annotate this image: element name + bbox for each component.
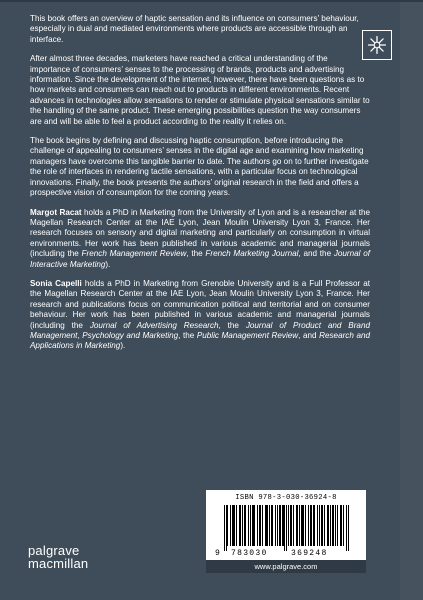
- bio-text: , the: [178, 330, 197, 340]
- barcode-bar: [319, 505, 320, 546]
- barcode-bar: [324, 505, 325, 546]
- publisher-url: www.palgrave.com: [206, 560, 366, 573]
- bio-text: ).: [105, 259, 111, 269]
- bio-text: holds a PhD in Marketing from the University of Lyon and is a researcher at the Magellan Research Center at the IAE Lyon, Jean Moulin University Lyon 3, France. Her research focuses on sensory and digital marketing and particularly on consumption in virtual environments. Her work has been published in various academic and managerial journals (including the: [30, 207, 370, 259]
- journal-title: Journal of Product and Brand Management: [30, 320, 370, 340]
- barcode-guard-bar: [284, 505, 285, 551]
- barcode-bar: [302, 505, 303, 546]
- barcode-bar: [296, 505, 297, 546]
- bio-text: , the: [218, 320, 246, 330]
- barcode-bar: [321, 505, 322, 546]
- journal-title: Research and Applications in Marketing: [30, 330, 370, 351]
- barcode-bar: [343, 505, 344, 546]
- barcode-bar: [305, 505, 306, 546]
- palgrave-macmillan-logo: [28, 544, 88, 570]
- barcode-bar: [308, 505, 309, 546]
- barcode-bar: [233, 505, 234, 546]
- bio-text: ).: [120, 341, 126, 351]
- author-bio-capelli: [30, 279, 370, 352]
- bio-text: ,: [77, 330, 83, 340]
- spine-edge: [400, 0, 423, 600]
- barcode-bar: [252, 505, 253, 546]
- barcode-icon: [212, 505, 358, 557]
- barcode-bar: [275, 505, 276, 546]
- barcode-bar: [239, 505, 240, 546]
- author-name: Margot Racat: [30, 207, 82, 217]
- barcode-bar: [335, 505, 336, 546]
- barcode-bar: [265, 505, 266, 546]
- barcode-bar: [288, 505, 289, 546]
- journal-title: Journal of Interactive Marketing: [30, 249, 370, 269]
- barcode-bar: [230, 505, 231, 546]
- barcode-bar: [299, 505, 300, 546]
- barcode-bar: [242, 505, 243, 546]
- barcode-left-digits: 783030: [231, 549, 268, 557]
- barcode-bar: [297, 505, 298, 546]
- barcode-guard-bar: [286, 505, 287, 551]
- barcode-bar: [250, 505, 251, 546]
- barcode-bar: [291, 505, 292, 546]
- barcode-bar: [248, 505, 249, 546]
- barcode-right-digits: 369248: [291, 549, 328, 557]
- barcode-bar: [333, 505, 334, 546]
- barcode-bar: [327, 505, 328, 546]
- bio-text: holds a PhD in Marketing from Grenoble University and is a Full Professor at the Magellan Research Center at the IAE Lyon, Jean Moulin University Lyon 3, France. Her research and publications focus on communication political and territorial and on consumer behaviour. Her work has been published in various academic and managerial journals (including the: [30, 278, 370, 330]
- barcode-bar: [313, 505, 314, 546]
- top-strip: [0, 0, 423, 2]
- barcode-bar: [317, 505, 318, 546]
- barcode-bar: [227, 505, 228, 546]
- journal-title: French Management Review: [81, 249, 187, 259]
- bio-text: , the: [186, 249, 206, 259]
- bio-text: , and: [298, 330, 320, 340]
- barcode-guard-bar: [346, 505, 347, 551]
- barcode-bar: [271, 505, 272, 546]
- barcode-bar: [311, 505, 312, 546]
- barcode-bar: [272, 505, 273, 546]
- barcode-bar: [283, 505, 284, 546]
- barcode-bar: [260, 505, 261, 546]
- barcode-bar: [337, 505, 338, 546]
- barcode-bar: [245, 505, 246, 546]
- barcode-bar: [340, 505, 341, 546]
- barcode-bar: [330, 505, 331, 546]
- barcode-bar: [240, 505, 241, 546]
- barcode-bar: [341, 505, 342, 546]
- author-name: Sonia Capelli: [30, 278, 82, 288]
- barcode-bar: [282, 505, 283, 546]
- author-bio-racat: [30, 208, 370, 270]
- barcode-bar: [279, 505, 280, 546]
- barcode-guard-bar: [348, 505, 349, 551]
- barcode-bar: [303, 505, 304, 546]
- barcode-bar: [234, 505, 235, 546]
- journal-title: French Marketing Journal: [205, 249, 299, 259]
- barcode-bar: [301, 505, 302, 546]
- barcode-bar: [277, 505, 278, 546]
- journal-title: Public Management Review: [196, 330, 299, 340]
- logo-line-1: palgrave: [28, 543, 80, 558]
- blurb-paragraph-1: This book offers an overview of haptic sensation and its influence on consumers’ behaviour, especially in dual and mediated environments where products are accessible through an interface.: [30, 14, 359, 44]
- barcode-guard-bar: [226, 505, 227, 551]
- barcode-guard-bar: [224, 505, 225, 551]
- barcode-bar: [332, 505, 333, 546]
- barcode-bar: [280, 505, 281, 546]
- barcode-bar: [267, 505, 268, 546]
- barcode-bar: [293, 505, 294, 546]
- barcode-bar: [259, 505, 260, 546]
- journal-title: Psychology and Marketing: [82, 330, 179, 340]
- barcode-bar: [314, 505, 315, 546]
- back-cover-text: [30, 14, 370, 361]
- barcode-bar: [254, 505, 255, 546]
- isbn-label: ISBN 978-3-030-36924-8: [235, 494, 337, 502]
- barcode-bar: [310, 505, 311, 546]
- barcode-bar: [328, 505, 329, 546]
- barcode-bar: [322, 505, 323, 546]
- blurb-paragraph-3: The book begins by defining and discussing haptic consumption, before introducing the challenge of appealing to consumers’ senses in the digital age and examining how marketing managers have overcome this tangible barrier to date. The authors go on to further investigate the role of interfaces in rendering tactile sensations, with a particular focus on technological innovations. Finally, the book presents the authors’ original research in the field and offers a prospective vision of consumption for the coming years.: [30, 136, 369, 198]
- barcode-bar: [236, 505, 237, 546]
- barcode-bar: [232, 505, 233, 546]
- barcode-bar: [290, 505, 291, 546]
- barcode-bar: [266, 505, 267, 546]
- bio-text: , and the: [298, 249, 334, 259]
- barcode-bar: [262, 505, 263, 546]
- barcode-bar: [244, 505, 245, 546]
- journal-title: Journal of Advertising Research: [89, 320, 219, 330]
- blurb-paragraph-2: After almost three decades, marketers have reached a critical understanding of the importance of consumers’ senses to the processing of brands, products and advertising information. Since the development of the internet, however, there have been questions as to how markets and consumers can reach out to products in different environments. Recent advances in technologies allow sensations to render or stimulate physical sensations similar to the handling of the same product. These emerging possibilities question the way consumers are and will be able to feel a product according to the reality it relies on.: [30, 54, 370, 126]
- barcode-bar: [253, 505, 254, 546]
- barcode-box: [206, 490, 366, 565]
- barcode-bar: [257, 505, 258, 546]
- barcode-bar: [269, 505, 270, 546]
- barcode-first-digit: 9: [215, 549, 220, 557]
- logo-line-2: macmillan: [28, 556, 89, 571]
